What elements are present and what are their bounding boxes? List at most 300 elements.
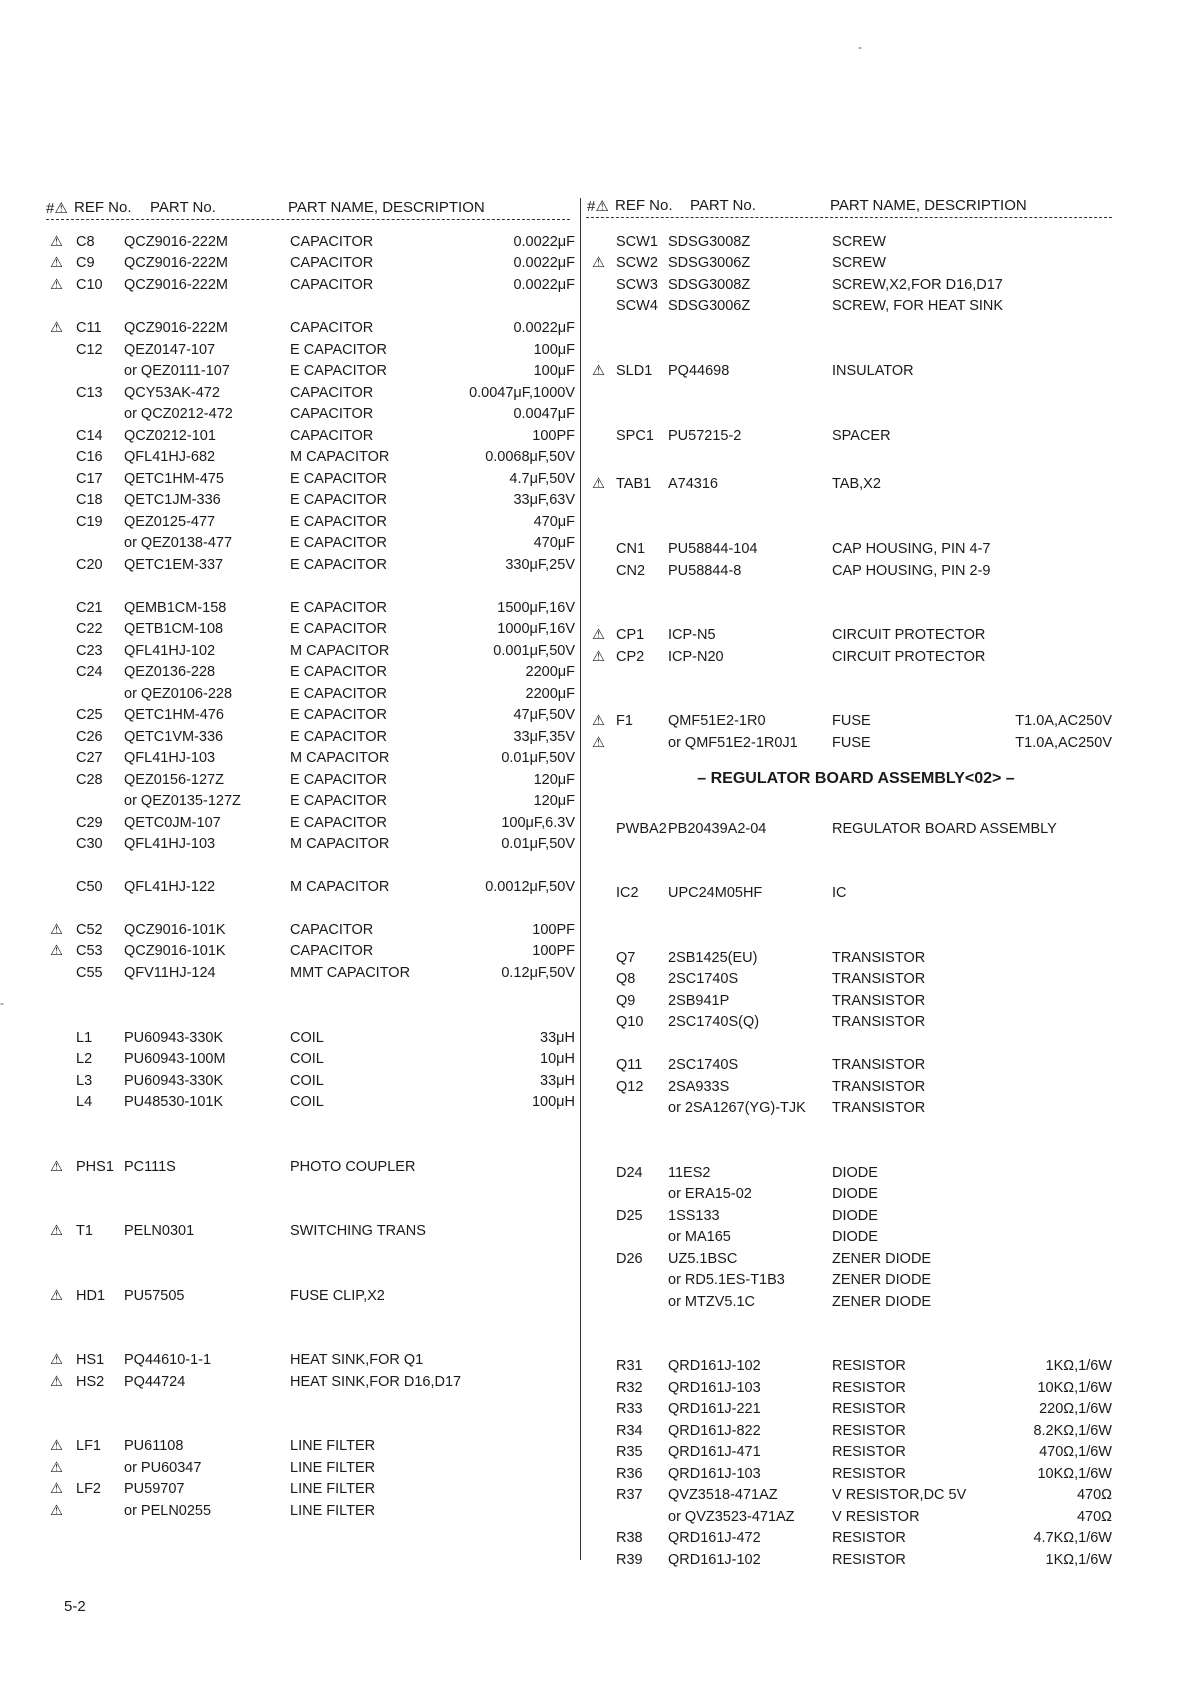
ref-number: C8 <box>76 234 95 250</box>
left-table-row <box>0 684 1191 704</box>
part-value: 0.0012μF,50V <box>485 879 575 895</box>
part-value: T1.0A,AC250V <box>1015 735 1112 751</box>
ref-number: C11 <box>76 320 102 336</box>
part-number: PU60943-330K <box>124 1073 224 1089</box>
right-table-row <box>0 275 1191 295</box>
safety-mark: ⚠ <box>50 1481 63 1497</box>
safety-mark: ⚠ <box>50 1223 63 1239</box>
ref-number: C20 <box>76 557 103 573</box>
part-description: SCREW <box>832 234 886 250</box>
part-description: CAPACITOR <box>290 234 374 250</box>
safety-mark: ⚠ <box>592 713 605 729</box>
ref-number: HS2 <box>76 1374 105 1390</box>
part-number: QCZ9016-222M <box>124 320 228 336</box>
right-table-row <box>0 426 1191 446</box>
part-description: DIODE <box>832 1186 878 1202</box>
left-header-ref: REF No. <box>74 199 132 216</box>
right-table-row <box>0 1098 1191 1118</box>
right-table-row <box>0 1485 1191 1505</box>
part-number: QMF51E2-1R0 <box>668 713 766 729</box>
part-number: PQ44610-1-1 <box>124 1352 212 1368</box>
part-value: 100PF <box>532 943 575 959</box>
part-description: IC <box>832 885 847 901</box>
ref-number: SCW1 <box>616 234 658 250</box>
part-number: or QEZ0111-107 <box>124 363 230 379</box>
part-value: 0.0022μF <box>513 277 575 293</box>
ref-number: Q8 <box>616 971 636 987</box>
ref-number: R37 <box>616 1487 643 1503</box>
part-number: ICP-N5 <box>668 627 716 643</box>
part-value: 0.12μF,50V <box>501 965 575 981</box>
part-description: E CAPACITOR <box>290 815 387 831</box>
part-number: PU58844-8 <box>668 563 742 579</box>
part-description: E CAPACITOR <box>290 793 387 809</box>
part-number: PU48530-101K <box>124 1094 224 1110</box>
right-table-row <box>0 1249 1191 1269</box>
ref-number: C30 <box>76 836 103 852</box>
page-number: 5-2 <box>64 1598 86 1615</box>
part-number: QEZ0156-127Z <box>124 772 224 788</box>
ref-number: SCW2 <box>616 255 658 271</box>
part-description: CAP HOUSING, PIN 2-9 <box>832 563 991 579</box>
part-description: RESISTOR <box>832 1466 906 1482</box>
part-number: or PELN0255 <box>124 1503 212 1519</box>
part-value: 100μF <box>533 363 575 379</box>
part-number: QCZ9016-222M <box>124 234 228 250</box>
ref-number: T1 <box>76 1223 93 1239</box>
left-table-row <box>0 598 1191 618</box>
ref-number: F1 <box>616 713 633 729</box>
right-table-row <box>0 1206 1191 1226</box>
part-number: QCZ9016-101K <box>124 922 226 938</box>
safety-mark: ⚠ <box>50 1159 63 1175</box>
part-value: 470μF <box>533 514 575 530</box>
left-table-row <box>0 383 1191 403</box>
part-value: 0.01μF,50V <box>501 836 575 852</box>
ref-number: TAB1 <box>616 476 652 492</box>
part-number: or QMF51E2-1R0J1 <box>668 735 798 751</box>
part-description: SCREW, FOR HEAT SINK <box>832 298 1004 314</box>
safety-mark: ⚠ <box>592 255 605 271</box>
ref-number: CP2 <box>616 649 645 665</box>
part-description: PHOTO COUPLER <box>290 1159 416 1175</box>
part-number: or QEZ0135-127Z <box>124 793 241 809</box>
ref-number: HD1 <box>76 1288 106 1304</box>
ref-number: C17 <box>76 471 103 487</box>
safety-mark: ⚠ <box>592 649 605 665</box>
part-number: PQ44698 <box>668 363 730 379</box>
part-description: COIL <box>290 1051 324 1067</box>
part-description: E CAPACITOR <box>290 686 387 702</box>
ref-number: C21 <box>76 600 103 616</box>
part-description: E CAPACITOR <box>290 342 387 358</box>
ref-number: C50 <box>76 879 103 895</box>
part-number: QCZ0212-101 <box>124 428 216 444</box>
part-number: QRD161J-103 <box>668 1380 761 1396</box>
part-description: E CAPACITOR <box>290 557 387 573</box>
part-value: 1500μF,16V <box>497 600 575 616</box>
part-value: 0.01μF,50V <box>501 750 575 766</box>
part-description: TRANSISTOR <box>832 1079 926 1095</box>
part-number: QRD161J-472 <box>668 1530 761 1546</box>
part-description: M CAPACITOR <box>290 836 390 852</box>
part-description: CAPACITOR <box>290 320 374 336</box>
part-description: E CAPACITOR <box>290 535 387 551</box>
ref-number: C26 <box>76 729 103 745</box>
part-value: 100PF <box>532 428 575 444</box>
safety-mark: ⚠ <box>50 1374 63 1390</box>
ref-number: Q10 <box>616 1014 644 1030</box>
part-value: 4.7KΩ,1/6W <box>1033 1530 1112 1546</box>
ref-number: PHS1 <box>76 1159 114 1175</box>
part-number: QFL41HJ-103 <box>124 750 216 766</box>
part-number: PB20439A2-04 <box>668 821 767 837</box>
part-description: M CAPACITOR <box>290 750 390 766</box>
part-number: UPC24M05HF <box>668 885 763 901</box>
scan-speck: - <box>858 40 862 54</box>
ref-number: C10 <box>76 277 103 293</box>
part-description: E CAPACITOR <box>290 772 387 788</box>
left-table-row <box>0 340 1191 360</box>
part-description: SCREW <box>832 255 886 271</box>
right-table-row <box>0 539 1191 559</box>
ref-number: C29 <box>76 815 103 831</box>
part-number: QFV11HJ-124 <box>124 965 216 981</box>
part-number: or PU60347 <box>124 1460 202 1476</box>
part-number: QEZ0125-477 <box>124 514 216 530</box>
part-description: RESISTOR <box>832 1423 906 1439</box>
part-description: E CAPACITOR <box>290 492 387 508</box>
part-description: E CAPACITOR <box>290 664 387 680</box>
left-header-part: PART No. <box>150 199 216 216</box>
ref-number: C12 <box>76 342 103 358</box>
part-value: 47μF,50V <box>513 707 575 723</box>
right-table-row <box>0 1528 1191 1548</box>
part-description: DIODE <box>832 1208 878 1224</box>
right-table-row <box>0 647 1191 667</box>
part-description: CAPACITOR <box>290 922 374 938</box>
part-description: LINE FILTER <box>290 1481 376 1497</box>
part-number: or QCZ0212-472 <box>124 406 233 422</box>
part-number: 2SC1740S(Q) <box>668 1014 760 1030</box>
right-table-row <box>0 625 1191 645</box>
ref-number: R39 <box>616 1552 643 1568</box>
part-value: 120μF <box>533 772 575 788</box>
part-number: QCY53AK-472 <box>124 385 220 401</box>
ref-number: L4 <box>76 1094 93 1110</box>
right-table-row <box>0 1184 1191 1204</box>
scan-speck: - <box>0 996 4 1010</box>
part-description: E CAPACITOR <box>290 729 387 745</box>
part-value: 100μH <box>531 1094 575 1110</box>
safety-mark: ⚠ <box>592 363 605 379</box>
part-description: DIODE <box>832 1165 878 1181</box>
right-table-row <box>0 474 1191 494</box>
right-table-row <box>0 561 1191 581</box>
part-number: ICP-N20 <box>668 649 724 665</box>
part-description: HEAT SINK,FOR Q1 <box>290 1352 424 1368</box>
right-table-row <box>0 1442 1191 1462</box>
part-description: INSULATOR <box>832 363 914 379</box>
part-number: QETC1JM-336 <box>124 492 221 508</box>
part-value: T1.0A,AC250V <box>1015 713 1112 729</box>
part-description: TRANSISTOR <box>832 971 926 987</box>
ref-number: L2 <box>76 1051 93 1067</box>
part-value: 33μF,35V <box>513 729 575 745</box>
right-table-row <box>0 1378 1191 1398</box>
right-table-row <box>0 296 1191 316</box>
part-number: SDSG3006Z <box>668 298 751 314</box>
part-value: 1KΩ,1/6W <box>1045 1552 1112 1568</box>
ref-number: C28 <box>76 772 103 788</box>
part-number: 2SB1425(EU) <box>668 950 758 966</box>
part-description: REGULATOR BOARD ASSEMBLY <box>832 821 1057 837</box>
right-table-header <box>0 197 1191 217</box>
right-table-row <box>0 1270 1191 1290</box>
ref-number: C27 <box>76 750 103 766</box>
ref-number: CN2 <box>616 563 646 579</box>
part-number: QCZ9016-101K <box>124 943 226 959</box>
part-description: RESISTOR <box>832 1358 906 1374</box>
part-value: 470Ω <box>1076 1509 1112 1525</box>
right-table-row <box>0 1163 1191 1183</box>
left-table-row <box>0 447 1191 467</box>
part-number: QETB1CM-108 <box>124 621 224 637</box>
ref-number: C23 <box>76 643 103 659</box>
part-value: 0.0047μF,1000V <box>469 385 575 401</box>
ref-number: C22 <box>76 621 103 637</box>
right-table-row <box>0 1421 1191 1441</box>
part-number: 11ES2 <box>668 1165 711 1181</box>
part-value: 0.0022μF <box>513 320 575 336</box>
part-description: HEAT SINK,FOR D16,D17 <box>290 1374 462 1390</box>
safety-mark: ⚠ <box>50 1438 63 1454</box>
ref-number: SLD1 <box>616 363 653 379</box>
ref-number: C25 <box>76 707 103 723</box>
part-number: QFL41HJ-122 <box>124 879 216 895</box>
ref-number: R31 <box>616 1358 643 1374</box>
part-description: ZENER DIODE <box>832 1272 932 1288</box>
ref-number: C55 <box>76 965 103 981</box>
part-number: QETC1HM-475 <box>124 471 224 487</box>
left-table-row <box>0 512 1191 532</box>
part-value: 2200μF <box>525 664 575 680</box>
part-description: SCREW,X2,FOR D16,D17 <box>832 277 1003 293</box>
right-table-row <box>0 1550 1191 1570</box>
part-description: FUSE CLIP,X2 <box>290 1288 385 1304</box>
part-description: E CAPACITOR <box>290 707 387 723</box>
part-description: CAPACITOR <box>290 406 374 422</box>
ref-number: Q9 <box>616 993 636 1009</box>
part-number: PU60943-100M <box>124 1051 226 1067</box>
left-header-rule <box>46 219 570 220</box>
part-description: TRANSISTOR <box>832 1057 926 1073</box>
part-value: 10KΩ,1/6W <box>1037 1380 1112 1396</box>
ref-number: D24 <box>616 1165 643 1181</box>
part-number: PC111S <box>124 1159 176 1175</box>
right-header-desc: PART NAME, DESCRIPTION <box>830 197 1027 214</box>
section-title: – REGULATOR BOARD ASSEMBLY<02> – <box>697 770 1015 787</box>
ref-number: SCW3 <box>616 277 658 293</box>
safety-mark: ⚠ <box>50 922 63 938</box>
part-description: E CAPACITOR <box>290 621 387 637</box>
part-number: QCZ9016-222M <box>124 277 228 293</box>
part-number: A74316 <box>668 476 718 492</box>
part-number: QFL41HJ-682 <box>124 449 216 465</box>
right-table-row <box>0 1055 1191 1075</box>
part-value: 470Ω,1/6W <box>1039 1444 1112 1460</box>
right-table-row <box>0 733 1191 753</box>
part-description: CAP HOUSING, PIN 4-7 <box>832 541 991 557</box>
part-number: QETC1VM-336 <box>124 729 224 745</box>
left-table-row <box>0 791 1191 811</box>
part-number: PU58844-104 <box>668 541 758 557</box>
left-table-row <box>0 920 1191 940</box>
part-value: 1KΩ,1/6W <box>1045 1358 1112 1374</box>
part-description: LINE FILTER <box>290 1438 376 1454</box>
part-description: RESISTOR <box>832 1380 906 1396</box>
part-number: PU57215-2 <box>668 428 742 444</box>
part-description: E CAPACITOR <box>290 514 387 530</box>
part-value: 1000μF,16V <box>497 621 575 637</box>
part-value: 33μH <box>540 1073 575 1089</box>
right-table-row <box>0 991 1191 1011</box>
ref-number: C53 <box>76 943 103 959</box>
right-table-row <box>0 819 1191 839</box>
part-description: ZENER DIODE <box>832 1294 932 1310</box>
part-value: 100PF <box>532 922 575 938</box>
part-description: CAPACITOR <box>290 428 374 444</box>
ref-number: R33 <box>616 1401 643 1417</box>
part-number: QRD161J-103 <box>668 1466 761 1482</box>
part-number: QVZ3518-471AZ <box>668 1487 778 1503</box>
part-number: or QEZ0106-228 <box>124 686 233 702</box>
safety-mark: ⚠ <box>50 255 63 271</box>
part-number: or MA165 <box>668 1229 731 1245</box>
safety-mark: ⚠ <box>592 627 605 643</box>
part-description: CAPACITOR <box>290 943 374 959</box>
right-header-part: PART No. <box>690 197 756 214</box>
right-table-row <box>0 1464 1191 1484</box>
part-number: or RD5.1ES-T1B3 <box>668 1272 785 1288</box>
part-description: CIRCUIT PROTECTOR <box>832 627 986 643</box>
right-table-row <box>0 948 1191 968</box>
part-number: QRD161J-822 <box>668 1423 761 1439</box>
part-description: SPACER <box>832 428 891 444</box>
part-description: RESISTOR <box>832 1444 906 1460</box>
part-number: PELN0301 <box>124 1223 195 1239</box>
safety-mark: ⚠ <box>50 1352 63 1368</box>
part-description: E CAPACITOR <box>290 471 387 487</box>
part-description: SWITCHING TRANS <box>290 1223 426 1239</box>
part-description: LINE FILTER <box>290 1503 376 1519</box>
ref-number: Q11 <box>616 1057 643 1073</box>
left-table-row <box>0 318 1191 338</box>
part-number: or 2SA1267(YG)-TJK <box>668 1100 806 1116</box>
right-table-row <box>0 1356 1191 1376</box>
part-number: QETC0JM-107 <box>124 815 221 831</box>
right-table-row <box>0 232 1191 252</box>
part-number: 2SB941P <box>668 993 730 1009</box>
ref-number: IC2 <box>616 885 639 901</box>
part-number: QETC1EM-337 <box>124 557 224 573</box>
part-description: TRANSISTOR <box>832 1100 926 1116</box>
part-number: SDSG3006Z <box>668 255 751 271</box>
part-value: 33μF,63V <box>513 492 575 508</box>
part-number: PU60943-330K <box>124 1030 224 1046</box>
right-table-row <box>0 1227 1191 1247</box>
part-description: M CAPACITOR <box>290 879 390 895</box>
ref-number: C9 <box>76 255 95 271</box>
ref-number: R34 <box>616 1423 643 1439</box>
part-number: QFL41HJ-103 <box>124 836 216 852</box>
part-number: or QEZ0138-477 <box>124 535 233 551</box>
part-value: 330μF,25V <box>505 557 575 573</box>
ref-number: C16 <box>76 449 103 465</box>
part-value: 8.2KΩ,1/6W <box>1033 1423 1112 1439</box>
right-table-row <box>0 883 1191 903</box>
part-description: LINE FILTER <box>290 1460 376 1476</box>
part-number: 2SC1740S <box>668 971 739 987</box>
part-value: 4.7μF,50V <box>509 471 575 487</box>
ref-number: C14 <box>76 428 103 444</box>
ref-number: LF1 <box>76 1438 101 1454</box>
ref-number: SCW4 <box>616 298 658 314</box>
ref-number: LF2 <box>76 1481 101 1497</box>
safety-mark: ⚠ <box>50 320 63 336</box>
part-description: COIL <box>290 1073 324 1089</box>
part-number: or QVZ3523-471AZ <box>668 1509 795 1525</box>
part-number: QFL41HJ-102 <box>124 643 216 659</box>
part-description: TRANSISTOR <box>832 1014 926 1030</box>
right-table-row <box>0 1399 1191 1419</box>
part-description: E CAPACITOR <box>290 600 387 616</box>
right-table-row <box>0 253 1191 273</box>
ref-number: D25 <box>616 1208 643 1224</box>
part-number: QEZ0136-228 <box>124 664 216 680</box>
part-description: FUSE <box>832 713 871 729</box>
right-table-row <box>0 1507 1191 1527</box>
ref-number: R38 <box>616 1530 643 1546</box>
part-number: PU57505 <box>124 1288 185 1304</box>
part-number: QEMB1CM-158 <box>124 600 227 616</box>
part-value: 33μH <box>540 1030 575 1046</box>
safety-mark: ⚠ <box>50 277 63 293</box>
ref-number: L1 <box>76 1030 93 1046</box>
part-description: COIL <box>290 1094 324 1110</box>
right-table-row <box>0 969 1191 989</box>
right-table-row <box>0 1077 1191 1097</box>
part-description: RESISTOR <box>832 1552 906 1568</box>
part-number: QCZ9016-222M <box>124 255 228 271</box>
part-number: QRD161J-102 <box>668 1552 761 1568</box>
part-number: QRD161J-221 <box>668 1401 761 1417</box>
part-value: 0.0047μF <box>513 406 575 422</box>
part-description: CAPACITOR <box>290 277 374 293</box>
part-number: QETC1HM-476 <box>124 707 224 723</box>
part-value: 100μF <box>533 342 575 358</box>
part-number: 2SA933S <box>668 1079 730 1095</box>
part-description: M CAPACITOR <box>290 643 390 659</box>
right-table-row <box>0 711 1191 731</box>
part-value: 470μF <box>533 535 575 551</box>
safety-mark: ⚠ <box>50 1288 63 1304</box>
part-description: TRANSISTOR <box>832 993 926 1009</box>
part-description: DIODE <box>832 1229 878 1245</box>
safety-mark: ⚠ <box>592 476 605 492</box>
part-number: PU59707 <box>124 1481 185 1497</box>
ref-number: CN1 <box>616 541 646 557</box>
